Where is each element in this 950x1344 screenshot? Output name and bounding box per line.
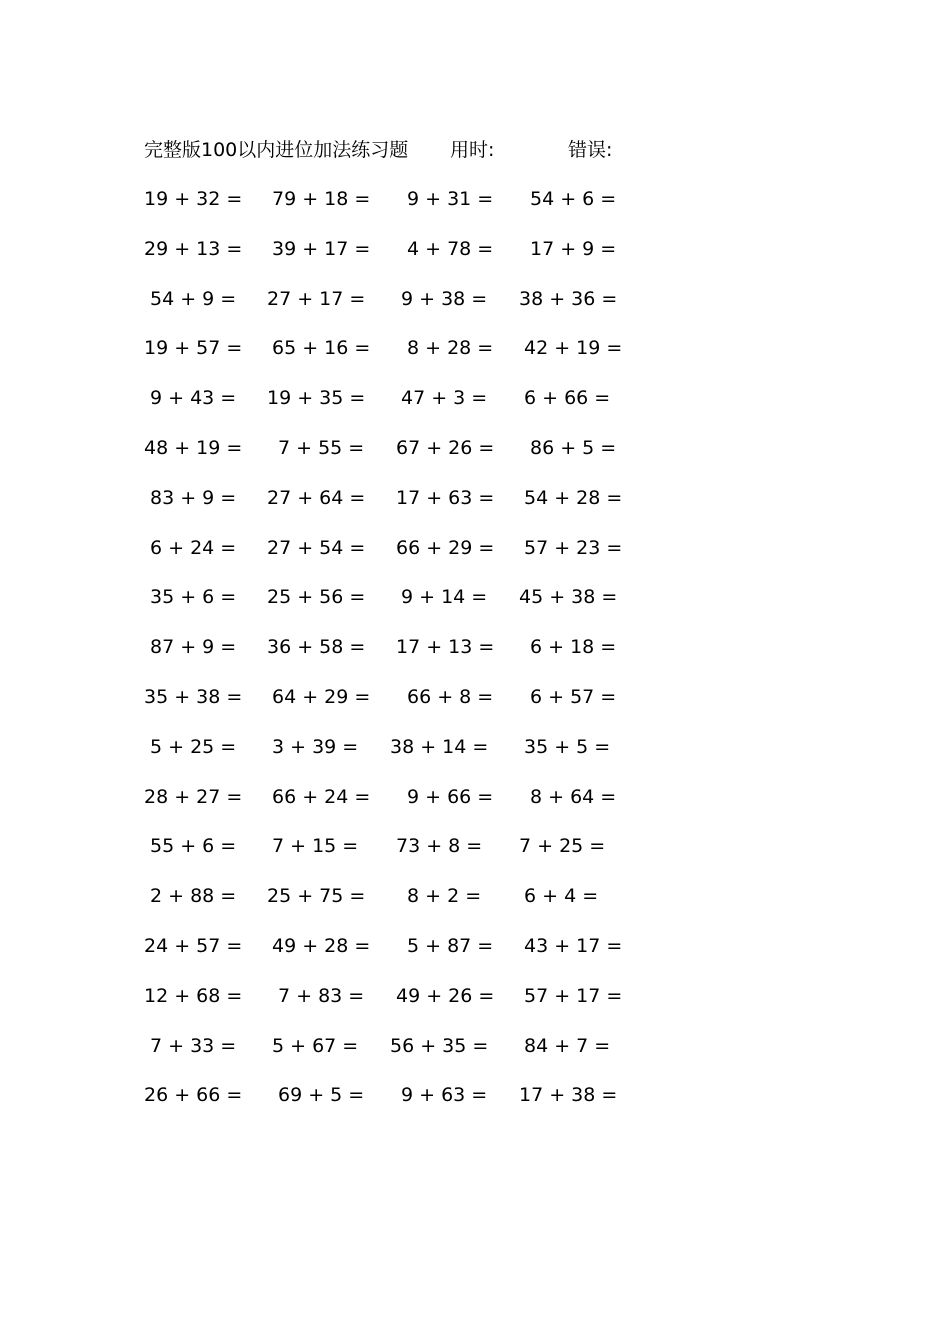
problem-row [0, 584, 950, 634]
addition-problem: 48 + 19 = [144, 436, 243, 459]
addition-problem: 5 + 67 = [272, 1034, 359, 1057]
addition-problem: 73 + 8 = [396, 835, 483, 858]
addition-problem: 17 + 63 = [396, 486, 495, 509]
addition-problem: 65 + 16 = [272, 337, 371, 360]
addition-problem: 54 + 9 = [150, 287, 237, 310]
addition-problem: 6 + 66 = [524, 387, 611, 410]
addition-problem: 38 + 14 = [390, 735, 489, 758]
addition-problem: 12 + 68 = [144, 984, 243, 1007]
addition-problem: 5 + 87 = [407, 934, 494, 957]
addition-problem: 25 + 56 = [267, 586, 366, 609]
addition-problem: 36 + 58 = [267, 636, 366, 659]
addition-problem: 39 + 17 = [272, 237, 371, 260]
addition-problem: 3 + 39 = [272, 735, 359, 758]
problem-row [0, 335, 950, 385]
addition-problem: 6 + 24 = [150, 536, 237, 559]
addition-problem: 6 + 57 = [530, 685, 617, 708]
addition-problem: 25 + 75 = [267, 885, 366, 908]
addition-problem: 17 + 9 = [530, 237, 617, 260]
addition-problem: 27 + 54 = [267, 536, 366, 559]
problem-row [0, 634, 950, 684]
problem-row [0, 286, 950, 336]
addition-problem: 8 + 28 = [407, 337, 494, 360]
problem-grid [0, 186, 950, 1132]
addition-problem: 5 + 25 = [150, 735, 237, 758]
addition-problem: 9 + 14 = [401, 586, 488, 609]
addition-problem: 24 + 57 = [144, 934, 243, 957]
addition-problem: 17 + 38 = [519, 1084, 618, 1107]
addition-problem: 7 + 83 = [278, 984, 365, 1007]
addition-problem: 79 + 18 = [272, 188, 371, 210]
addition-problem: 55 + 6 = [150, 835, 237, 858]
addition-problem: 87 + 9 = [150, 636, 237, 659]
problem-row [0, 933, 950, 983]
addition-problem: 8 + 2 = [407, 885, 482, 908]
addition-problem: 9 + 63 = [401, 1084, 488, 1107]
addition-problem: 8 + 64 = [530, 785, 617, 808]
problem-row [0, 1033, 950, 1083]
problem-row [0, 734, 950, 784]
addition-problem: 6 + 4 = [524, 885, 599, 908]
problem-row [0, 385, 950, 435]
addition-problem: 9 + 31 = [407, 188, 494, 210]
addition-problem: 54 + 6 = [530, 188, 617, 210]
addition-problem: 19 + 32 = [144, 188, 243, 210]
addition-problem: 7 + 55 = [278, 436, 365, 459]
addition-problem: 27 + 17 = [267, 287, 366, 310]
addition-problem: 57 + 23 = [524, 536, 623, 559]
addition-problem: 86 + 5 = [530, 436, 617, 459]
problem-row [0, 983, 950, 1033]
worksheet-title: 完整版100以内进位加法练习题 [144, 139, 409, 161]
addition-problem: 54 + 28 = [524, 486, 623, 509]
addition-problem: 29 + 13 = [144, 237, 243, 260]
errors-label: 错误: [568, 139, 613, 161]
addition-problem: 4 + 78 = [407, 237, 494, 260]
addition-problem: 66 + 8 = [407, 685, 494, 708]
problem-row [0, 1082, 950, 1132]
addition-problem: 66 + 24 = [272, 785, 371, 808]
time-label: 用时: [450, 139, 495, 161]
addition-problem: 9 + 66 = [407, 785, 494, 808]
addition-problem: 27 + 64 = [267, 486, 366, 509]
addition-problem: 6 + 18 = [530, 636, 617, 659]
addition-problem: 19 + 57 = [144, 337, 243, 360]
addition-problem: 28 + 27 = [144, 785, 243, 808]
addition-problem: 84 + 7 = [524, 1034, 611, 1057]
addition-problem: 7 + 15 = [272, 835, 359, 858]
addition-problem: 7 + 33 = [150, 1034, 237, 1057]
addition-problem: 17 + 13 = [396, 636, 495, 659]
problem-row [0, 833, 950, 883]
addition-problem: 49 + 28 = [272, 934, 371, 957]
addition-problem: 83 + 9 = [150, 486, 237, 509]
addition-problem: 9 + 43 = [150, 387, 237, 410]
addition-problem: 45 + 38 = [519, 586, 618, 609]
addition-problem: 49 + 26 = [396, 984, 495, 1007]
addition-problem: 9 + 38 = [401, 287, 488, 310]
addition-problem: 67 + 26 = [396, 436, 495, 459]
problem-row [0, 186, 950, 236]
addition-problem: 2 + 88 = [150, 885, 237, 908]
addition-problem: 7 + 25 = [519, 835, 606, 858]
addition-problem: 69 + 5 = [278, 1084, 365, 1107]
addition-problem: 43 + 17 = [524, 934, 623, 957]
problem-row [0, 883, 950, 933]
problem-row [0, 435, 950, 485]
addition-problem: 35 + 5 = [524, 735, 611, 758]
addition-problem: 57 + 17 = [524, 984, 623, 1007]
addition-problem: 47 + 3 = [401, 387, 488, 410]
addition-problem: 42 + 19 = [524, 337, 623, 360]
addition-problem: 66 + 29 = [396, 536, 495, 559]
problem-row [0, 236, 950, 286]
addition-problem: 38 + 36 = [519, 287, 618, 310]
addition-problem: 56 + 35 = [390, 1034, 489, 1057]
addition-problem: 19 + 35 = [267, 387, 366, 410]
addition-problem: 64 + 29 = [272, 685, 371, 708]
problem-row [0, 485, 950, 535]
problem-row [0, 684, 950, 734]
problem-row [0, 784, 950, 834]
problem-row [0, 535, 950, 585]
addition-problem: 35 + 6 = [150, 586, 237, 609]
addition-problem: 26 + 66 = [144, 1084, 243, 1107]
addition-problem: 35 + 38 = [144, 685, 243, 708]
